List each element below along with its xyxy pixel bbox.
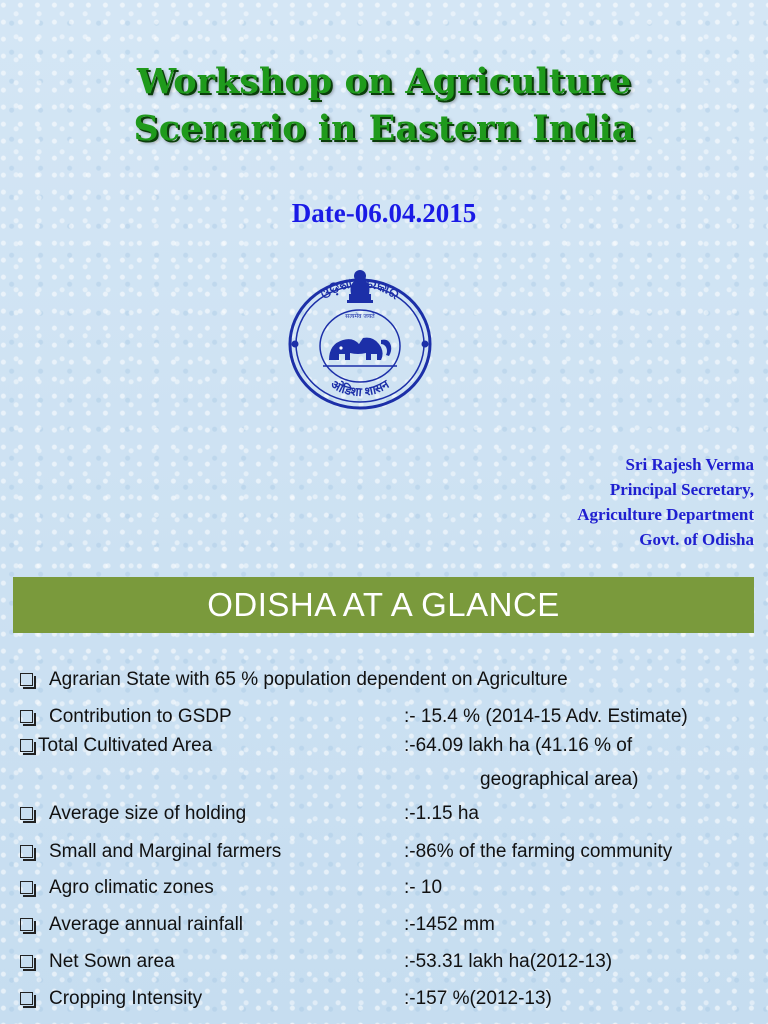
list-item	[20, 876, 760, 900]
slide-title-line-1: Workshop on Agriculture	[136, 61, 632, 102]
fact-label: Total Cultivated Area	[38, 735, 213, 756]
fact-label: Average annual rainfall	[49, 914, 244, 935]
fact-label: Agro climatic zones	[49, 877, 214, 898]
fact-value: :-64.09 lakh ha (41.16 % of	[404, 735, 633, 756]
fact-label: Net Sown area	[49, 951, 175, 972]
fact-value: :-53.31 lakh ha(2012-13)	[404, 951, 613, 972]
list-item	[20, 705, 760, 729]
slide-title	[0, 58, 768, 152]
fact-value: :-1452 mm	[404, 914, 495, 935]
checkbox-bullet-icon	[20, 710, 33, 723]
fact-label: Cropping Intensity	[49, 988, 203, 1009]
fact-value: :- 10	[404, 877, 443, 898]
presenter-designation: Principal Secretary,	[609, 480, 754, 499]
fact-label: Average size of holding	[49, 803, 247, 824]
fact-value: :- 15.4 % (2014-15 Adv. Estimate)	[404, 706, 688, 727]
checkbox-bullet-icon	[20, 739, 33, 752]
checkbox-bullet-icon	[20, 918, 33, 931]
fact-value: :-1.15 ha	[404, 803, 479, 824]
checkbox-bullet-icon	[20, 807, 33, 820]
checkbox-bullet-icon	[20, 955, 33, 968]
list-item	[20, 802, 760, 826]
section-banner: ODISHA AT A GLANCE	[13, 577, 754, 633]
presenter-name: Sri Rajesh Verma	[625, 455, 754, 474]
checkbox-bullet-icon	[20, 881, 33, 894]
checkbox-bullet-icon	[20, 845, 33, 858]
list-item	[20, 950, 760, 974]
presenter-organization: Govt. of Odisha	[639, 530, 754, 549]
list-item	[20, 913, 760, 937]
fact-label: Contribution to GSDP	[49, 706, 232, 727]
presenter-department: Agriculture Department	[577, 505, 754, 524]
list-item	[20, 668, 760, 692]
presenter-block	[577, 452, 754, 552]
checkbox-bullet-icon	[20, 673, 33, 686]
slide-title-line-2: Scenario in Eastern India	[133, 108, 635, 149]
fact-label: Agrarian State with 65 % population dependent on Agriculture	[49, 669, 568, 690]
emblem-motto: सत्यमेव जयते	[345, 313, 375, 320]
list-item	[20, 734, 760, 790]
odisha-government-emblem-icon	[283, 262, 437, 412]
fact-label: Small and Marginal farmers	[49, 841, 282, 862]
list-item	[20, 987, 760, 1011]
slide-date: Date-06.04.2015	[291, 198, 477, 228]
fact-value-continued: geographical area)	[480, 769, 639, 790]
emblem-bottom-text: ओडिशा शासन	[328, 377, 392, 400]
emblem-top-text: ଓଡ଼ିଶା ସରକାର	[318, 275, 402, 303]
fact-value: :-157 %(2012-13)	[404, 988, 552, 1009]
fact-value: :-86% of the farming community	[404, 841, 673, 862]
checkbox-bullet-icon	[20, 992, 33, 1005]
list-item	[20, 840, 760, 864]
